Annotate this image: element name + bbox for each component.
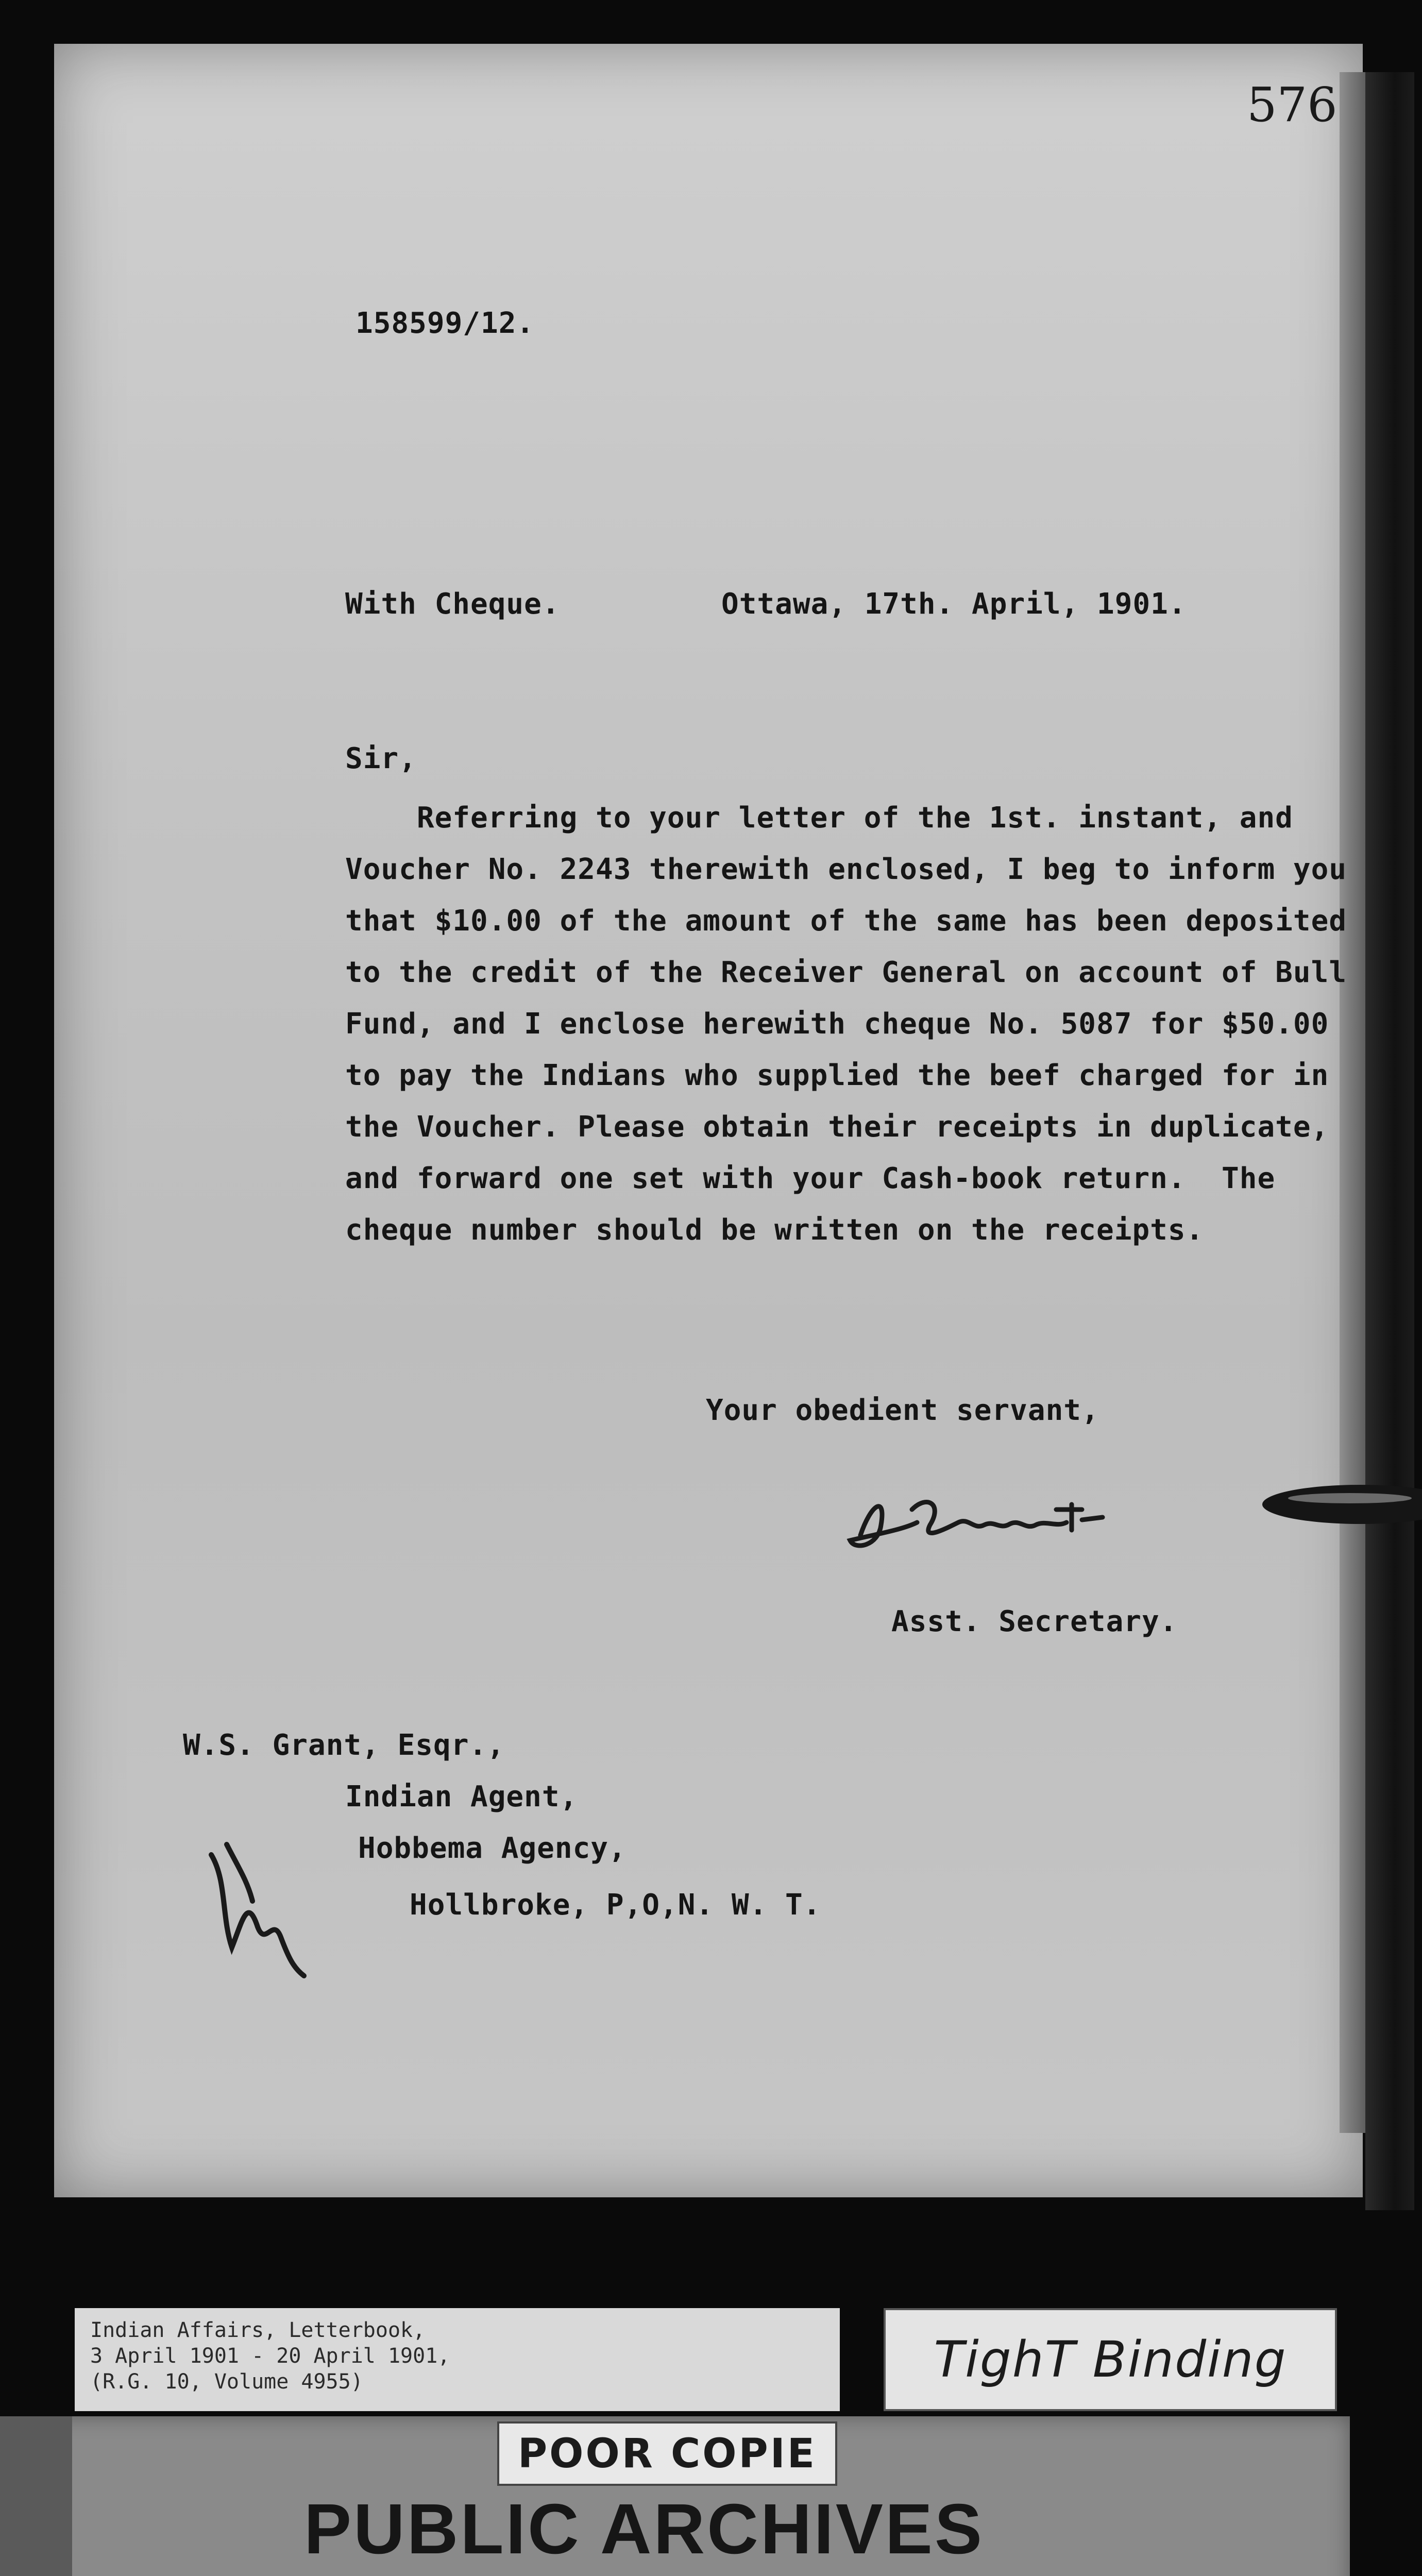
recipient-address: Hollbroke, P,O,N. W. T. [410, 1888, 821, 1922]
file-number: 158599/12. [356, 307, 535, 340]
archive-label-line: 3 April 1901 - 20 April 1901, [90, 2344, 450, 2368]
book-binding [1365, 72, 1414, 2210]
body-line: that $10.00 of the amount of the same has been deposited [345, 904, 1347, 938]
dateline: Ottawa, 17th. April, 1901. [721, 587, 1187, 621]
signer-title: Asst. Secretary. [891, 1605, 1178, 1638]
pen-tip [1242, 1473, 1422, 1535]
closing: Your obedient servant, [706, 1394, 1099, 1427]
archive-label-line: (R.G. 10, Volume 4955) [90, 2370, 363, 2394]
body-line: to pay the Indians who supplied the beef charged for in [345, 1059, 1329, 1092]
recipient-title: Indian Agent, [345, 1780, 578, 1814]
poor-copy-label: POOR COPIE [497, 2421, 837, 2486]
recipient-name: W.S. Grant, Esqr., [183, 1728, 505, 1762]
salutation: Sir, [345, 742, 417, 775]
body-line: cheque number should be written on the receipts. [345, 1213, 1204, 1247]
body-line: Referring to your letter of the 1st. instant, and [345, 801, 1293, 835]
body-line: to the credit of the Receiver General on account of Bull [345, 956, 1347, 989]
body-line: Fund, and I enclose herewith cheque No. 5087 for $50.00 [345, 1007, 1329, 1041]
handwritten-initials [196, 1834, 314, 1984]
page-edge [1340, 72, 1368, 2133]
body-line: Voucher No. 2243 therewith enclosed, I beg to inform you [345, 853, 1347, 886]
recipient-agency: Hobbema Agency, [358, 1832, 627, 1865]
handwritten-signature [840, 1473, 1108, 1561]
stamp-public-archives: PUBLIC ARCHIVES [304, 2489, 984, 2569]
archive-label-line: Indian Affairs, Letterbook, [90, 2318, 426, 2342]
body-line: the Voucher. Please obtain their receipts in duplicate, [345, 1110, 1329, 1144]
folio-number: 576 [1247, 77, 1338, 132]
enclosure-note: With Cheque. [345, 587, 560, 621]
tight-binding-note: TighT Binding [884, 2308, 1337, 2411]
archive-reference-label [75, 2308, 840, 2411]
body-line: and forward one set with your Cash-book return. The [345, 1162, 1276, 1195]
